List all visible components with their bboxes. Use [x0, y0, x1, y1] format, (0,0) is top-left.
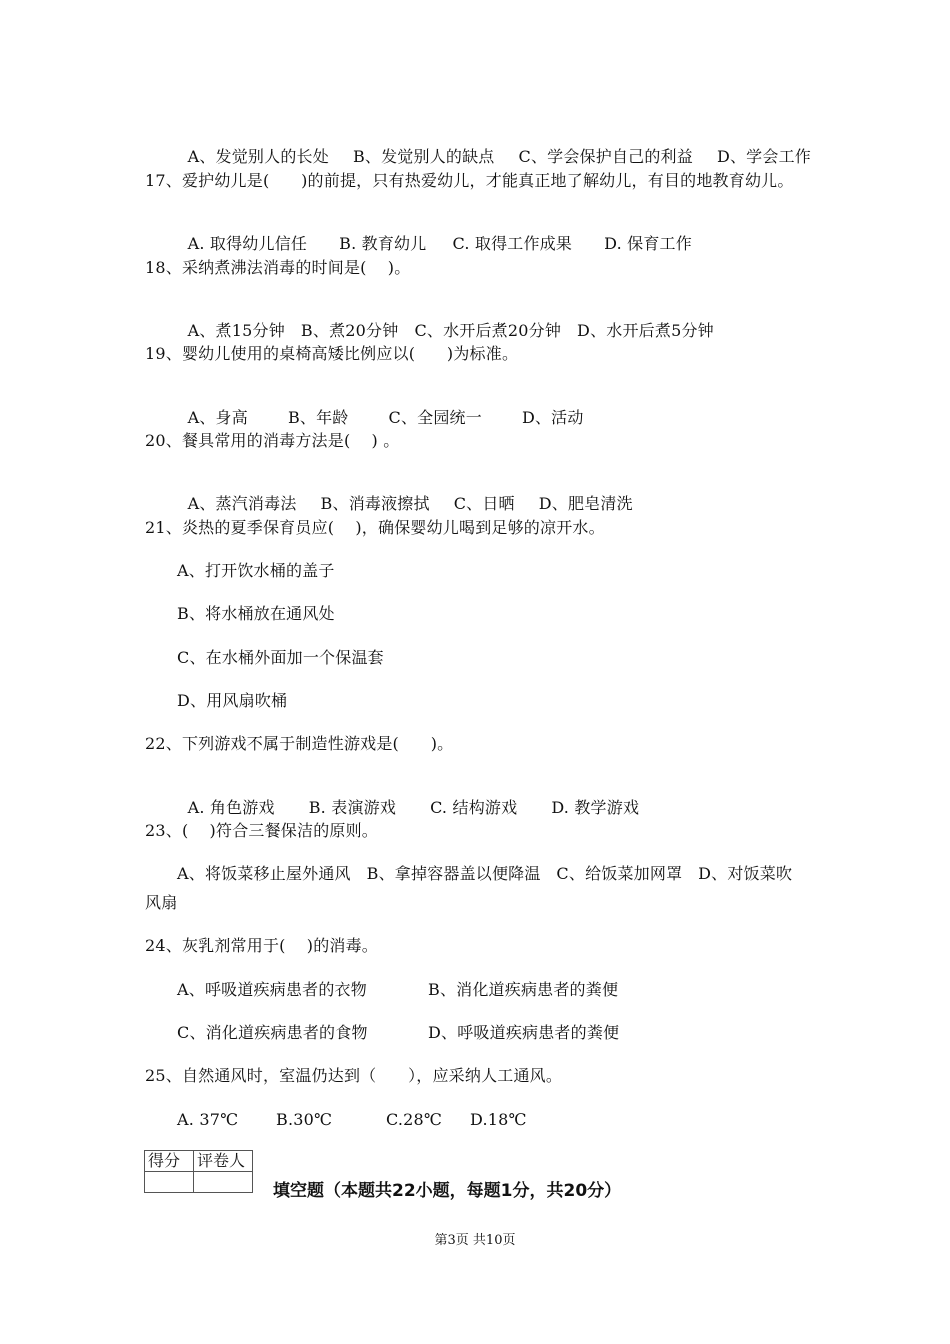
page-footer: 第3页 共10页: [434, 1233, 516, 1248]
score-cell: [145, 1172, 194, 1193]
q25-option-a: A. 37℃: [177, 1110, 239, 1129]
q22-option-a: A. 角色游戏: [187, 798, 275, 817]
q18-option-d: D、水开后煮5分钟: [577, 321, 714, 340]
q18-options: [177, 301, 714, 341]
score-label: 得分: [145, 1151, 194, 1172]
q22-text: 22、下列游戏不属于制造性游戏是( )。: [145, 734, 454, 753]
q17-options: [177, 214, 692, 254]
q24-option-a: A、呼吸道疾病患者的衣物: [177, 980, 367, 999]
q25-option-d: D.18℃: [470, 1110, 527, 1129]
q19-option-b: B、年龄: [287, 408, 349, 427]
q18-option-c: C、水开后煮20分钟: [414, 321, 562, 340]
q16-option-b: B、发觉别人的缺点: [352, 147, 495, 166]
q24-option-b: B、消化道疾病患者的粪便: [428, 980, 619, 999]
q20-options: [177, 474, 633, 514]
q17-option-b: B. 教育幼儿: [339, 234, 427, 253]
q17-option-a: A. 取得幼儿信任: [187, 234, 308, 253]
q18-text: 18、采纳煮沸法消毒的时间是( )。: [145, 258, 411, 277]
q23-text: 23、( )符合三餐保洁的原则。: [145, 821, 378, 840]
q24-option-c: C、消化道疾病患者的食物: [177, 1023, 368, 1042]
q24-text: 24、灰乳剂常用于( )的消毒。: [145, 936, 378, 955]
q16-option-d: D、学会工作: [716, 147, 811, 166]
q18-option-a: A、煮15分钟: [187, 321, 285, 340]
q21-option-d: D、用风扇吹桶: [177, 691, 288, 710]
q21-option-b: B、将水桶放在通风处: [177, 604, 335, 623]
section-title: 填空题（本题共22小题，每题1分，共20分）: [273, 1181, 622, 1201]
q20-option-b: B、消毒液擦拭: [320, 494, 430, 513]
grader-cell: [194, 1172, 253, 1193]
q19-option-d: D、活动: [521, 408, 584, 427]
q20-text: 20、餐具常用的消毒方法是( ) 。: [145, 431, 400, 450]
q17-option-d: D. 保育工作: [604, 234, 692, 253]
q19-option-c: C、全园统一: [388, 408, 482, 427]
score-box: [144, 1150, 253, 1193]
q16-options: [177, 127, 811, 167]
grader-label: 评卷人: [194, 1151, 253, 1172]
q18-option-b: B、煮20分钟: [300, 321, 399, 340]
q23-options: A、将饭菜移止屋外通风 B、拿掉容器盖以便降温 C、给饭菜加网罩 D、对饭菜吹: [177, 864, 793, 883]
q19-option-a: A、身高: [187, 408, 248, 427]
q19-options: [177, 388, 584, 428]
q17-text: 17、爱护幼儿是( )的前提，只有热爱幼儿，才能真正地了解幼儿，有目的地教育幼儿。: [145, 171, 794, 190]
q22-option-d: D. 教学游戏: [551, 798, 640, 817]
q16-option-a: A、发觉别人的长处: [187, 147, 329, 166]
q22-option-b: B. 表演游戏: [308, 798, 397, 817]
q25-text: 25、自然通风时，室温仍达到（ ），应采纳人工通风。: [145, 1066, 563, 1085]
q21-text: 21、炎热的夏季保育员应( )，确保婴幼儿喝到足够的凉开水。: [145, 518, 605, 537]
q21-option-c: C、在水桶外面加一个保温套: [177, 648, 384, 667]
q20-option-d: D、肥皂清洗: [538, 494, 633, 513]
q20-option-a: A、蒸汽消毒法: [187, 494, 297, 513]
q25-option-b: B.30℃: [276, 1110, 333, 1129]
q17-option-c: C. 取得工作成果: [452, 234, 573, 253]
q16-option-c: C、学会保护自己的利益: [518, 147, 693, 166]
q20-option-c: C、日晒: [453, 494, 515, 513]
q23-options-wrap: 风扇: [145, 893, 178, 912]
q25-option-c: C.28℃: [386, 1110, 443, 1129]
q19-text: 19、婴幼儿使用的桌椅高矮比例应以( )为标准。: [145, 344, 519, 363]
q22-options: [177, 778, 639, 818]
q24-option-d: D、呼吸道疾病患者的粪便: [428, 1023, 620, 1042]
q22-option-c: C. 结构游戏: [430, 798, 518, 817]
q21-option-a: A、打开饮水桶的盖子: [177, 561, 335, 580]
